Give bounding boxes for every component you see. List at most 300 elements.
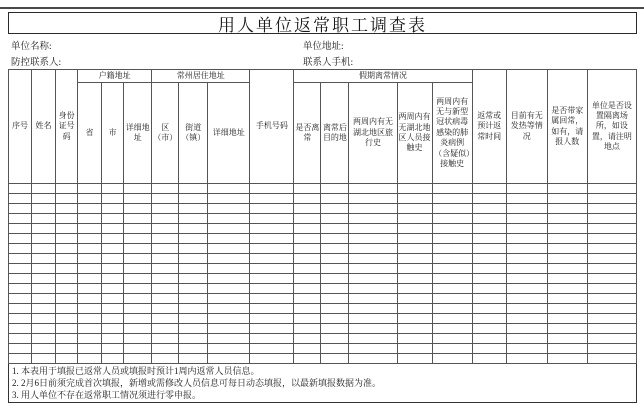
- empty-cell: [397, 224, 432, 234]
- empty-cell: [432, 224, 472, 234]
- empty-cell: [547, 354, 587, 364]
- empty-cell: [32, 194, 56, 204]
- empty-cell: [102, 334, 124, 344]
- empty-cell: [294, 234, 321, 244]
- empty-cell: [56, 354, 78, 364]
- empty-cell: [321, 194, 349, 204]
- empty-cell: [56, 204, 78, 214]
- empty-cell: [547, 274, 587, 284]
- empty-cell: [56, 254, 78, 264]
- empty-cell: [294, 204, 321, 214]
- contact-label: 防控联系人:: [11, 58, 62, 68]
- empty-cell: [9, 234, 32, 244]
- empty-cell: [124, 264, 152, 274]
- empty-cell: [587, 204, 636, 214]
- empty-cell: [124, 204, 152, 214]
- empty-cell: [124, 324, 152, 334]
- unit-name-label: 单位名称:: [11, 42, 52, 52]
- empty-cell: [506, 294, 547, 304]
- col-header-street: 街道（镇）: [179, 83, 208, 184]
- empty-cell: [321, 284, 349, 294]
- col-header-residence-detail: 详细地址: [208, 83, 250, 184]
- empty-cell: [152, 334, 179, 344]
- empty-cell: [9, 354, 32, 364]
- table-row: [9, 214, 637, 224]
- empty-cell: [78, 244, 102, 254]
- empty-cell: [397, 244, 432, 254]
- empty-cell: [124, 344, 152, 354]
- empty-cell: [506, 194, 547, 204]
- empty-cell: [587, 354, 636, 364]
- empty-cell: [208, 184, 250, 194]
- empty-cell: [9, 294, 32, 304]
- empty-cell: [124, 314, 152, 324]
- table-row: [9, 314, 637, 324]
- empty-cell: [208, 234, 250, 244]
- empty-cell: [78, 344, 102, 354]
- col-header-household-detail: 详细地址: [124, 83, 152, 184]
- empty-cell: [9, 254, 32, 264]
- empty-cell: [547, 264, 587, 274]
- empty-cell: [78, 294, 102, 304]
- empty-cell: [472, 214, 506, 224]
- empty-cell: [78, 254, 102, 264]
- empty-cell: [102, 304, 124, 314]
- empty-cell: [250, 334, 294, 344]
- col-header-name: 姓名: [32, 70, 56, 184]
- empty-cell: [78, 314, 102, 324]
- empty-cell: [547, 284, 587, 294]
- group-header-changzhou-address: 常州居住地址: [152, 70, 250, 83]
- table-row: [9, 234, 637, 244]
- empty-cell: [56, 274, 78, 284]
- empty-cell: [587, 254, 636, 264]
- empty-cell: [250, 254, 294, 264]
- empty-cell: [472, 254, 506, 264]
- empty-cell: [506, 334, 547, 344]
- empty-cell: [102, 274, 124, 284]
- empty-cell: [506, 354, 547, 364]
- empty-cell: [152, 264, 179, 274]
- empty-cell: [349, 304, 397, 314]
- empty-cell: [152, 204, 179, 214]
- empty-cell: [397, 334, 432, 344]
- empty-cell: [547, 334, 587, 344]
- header-group-row: [9, 70, 637, 83]
- empty-cell: [506, 234, 547, 244]
- empty-cell: [152, 304, 179, 314]
- form-sheet: [8, 12, 637, 403]
- empty-cell: [102, 344, 124, 354]
- empty-cell: [208, 224, 250, 234]
- empty-cell: [472, 194, 506, 204]
- col-header-city: 市: [102, 83, 124, 184]
- table-row: [9, 194, 637, 204]
- empty-cell: [472, 284, 506, 294]
- empty-cell: [32, 274, 56, 284]
- info-block: [8, 34, 637, 69]
- empty-cell: [124, 294, 152, 304]
- empty-cell: [250, 354, 294, 364]
- empty-cell: [32, 314, 56, 324]
- empty-cell: [294, 344, 321, 354]
- empty-cell: [250, 304, 294, 314]
- empty-cell: [294, 214, 321, 224]
- empty-cell: [432, 244, 472, 254]
- empty-cell: [397, 284, 432, 294]
- empty-cell: [208, 244, 250, 254]
- empty-cell: [432, 264, 472, 274]
- empty-cell: [506, 244, 547, 254]
- empty-cell: [250, 344, 294, 354]
- empty-cell: [32, 254, 56, 264]
- empty-cell: [179, 204, 208, 214]
- empty-cell: [78, 224, 102, 234]
- empty-cell: [250, 284, 294, 294]
- empty-cell: [152, 214, 179, 224]
- col-header-hubei-travel: 两周内有无湖北地区旅行史: [349, 83, 397, 184]
- empty-cell: [321, 324, 349, 334]
- empty-cell: [208, 344, 250, 354]
- empty-cell: [397, 354, 432, 364]
- empty-cell: [397, 254, 432, 264]
- empty-cell: [56, 264, 78, 274]
- table-row: [9, 184, 637, 194]
- empty-cell: [124, 354, 152, 364]
- empty-cell: [102, 244, 124, 254]
- table-row: [9, 274, 637, 284]
- empty-cell: [506, 314, 547, 324]
- notes-cell: [9, 364, 637, 403]
- col-header-family: 是否带家属回常，如有，请报人数: [547, 70, 587, 184]
- empty-cell: [250, 194, 294, 204]
- empty-cell: [547, 324, 587, 334]
- empty-cell: [102, 354, 124, 364]
- empty-cell: [472, 344, 506, 354]
- empty-cell: [349, 234, 397, 244]
- table-row: [9, 344, 637, 354]
- empty-cell: [349, 344, 397, 354]
- empty-cell: [432, 214, 472, 224]
- empty-cell: [506, 274, 547, 284]
- empty-cell: [587, 294, 636, 304]
- empty-cell: [179, 224, 208, 234]
- empty-cell: [102, 194, 124, 204]
- empty-cell: [349, 324, 397, 334]
- table-row: [9, 354, 637, 364]
- contact-phone-label: 联系人手机:: [303, 58, 354, 68]
- empty-cell: [56, 224, 78, 234]
- empty-cell: [506, 214, 547, 224]
- empty-cell: [321, 204, 349, 214]
- empty-cell: [102, 184, 124, 194]
- empty-cell: [321, 344, 349, 354]
- table-row: [9, 334, 637, 344]
- table-row: [9, 204, 637, 214]
- empty-cell: [179, 274, 208, 284]
- empty-cell: [472, 264, 506, 274]
- empty-cell: [547, 254, 587, 264]
- empty-cell: [32, 334, 56, 344]
- empty-cell: [152, 314, 179, 324]
- empty-cell: [506, 204, 547, 214]
- empty-cell: [472, 304, 506, 314]
- empty-cell: [32, 244, 56, 254]
- empty-cell: [547, 304, 587, 314]
- empty-cell: [124, 224, 152, 234]
- empty-cell: [432, 234, 472, 244]
- empty-cell: [321, 354, 349, 364]
- empty-cell: [587, 344, 636, 354]
- empty-cell: [32, 234, 56, 244]
- empty-cell: [432, 294, 472, 304]
- empty-cell: [321, 184, 349, 194]
- empty-cell: [506, 264, 547, 274]
- empty-cell: [208, 314, 250, 324]
- empty-cell: [349, 334, 397, 344]
- empty-cell: [294, 264, 321, 274]
- empty-cell: [78, 304, 102, 314]
- empty-cell: [179, 214, 208, 224]
- empty-cell: [506, 184, 547, 194]
- empty-cell: [102, 314, 124, 324]
- empty-cell: [179, 234, 208, 244]
- form-title-box: [8, 12, 637, 34]
- empty-cell: [349, 314, 397, 324]
- empty-cell: [78, 214, 102, 224]
- empty-cell: [9, 284, 32, 294]
- empty-cell: [294, 244, 321, 254]
- empty-cell: [124, 244, 152, 254]
- empty-cell: [152, 274, 179, 284]
- empty-cell: [56, 304, 78, 314]
- info-row-1: [8, 37, 637, 53]
- table-row: [9, 254, 637, 264]
- empty-cell: [152, 244, 179, 254]
- empty-cell: [208, 204, 250, 214]
- empty-cell: [152, 234, 179, 244]
- empty-cell: [547, 194, 587, 204]
- note-3: 3. 用人单位不存在返常职工情况须进行零申报。: [12, 390, 202, 400]
- empty-cell: [432, 284, 472, 294]
- empty-cell: [250, 224, 294, 234]
- empty-cell: [472, 334, 506, 344]
- empty-cell: [250, 314, 294, 324]
- col-header-seq: 序号: [9, 70, 32, 184]
- empty-cell: [294, 354, 321, 364]
- empty-cell: [349, 214, 397, 224]
- empty-cell: [32, 344, 56, 354]
- empty-cell: [56, 294, 78, 304]
- empty-cell: [397, 204, 432, 214]
- empty-cell: [152, 324, 179, 334]
- empty-cell: [472, 354, 506, 364]
- empty-cell: [56, 214, 78, 224]
- empty-cell: [124, 334, 152, 344]
- col-header-phone: 手机号码: [250, 70, 294, 184]
- empty-cell: [547, 344, 587, 354]
- empty-cell: [124, 254, 152, 264]
- empty-cell: [397, 304, 432, 314]
- empty-cell: [78, 334, 102, 344]
- empty-cell: [587, 274, 636, 284]
- group-header-holiday-status: 假期离常情况: [294, 70, 472, 83]
- empty-cell: [124, 274, 152, 284]
- empty-cell: [9, 304, 32, 314]
- empty-cell: [9, 274, 32, 284]
- empty-cell: [432, 314, 472, 324]
- empty-cell: [506, 304, 547, 314]
- empty-cell: [9, 314, 32, 324]
- empty-cell: [349, 204, 397, 214]
- empty-cell: [349, 224, 397, 234]
- table-row: [9, 324, 637, 334]
- empty-cell: [397, 214, 432, 224]
- empty-cell: [349, 354, 397, 364]
- empty-cell: [250, 204, 294, 214]
- col-header-fever: 目前有无发热等情况: [506, 70, 547, 184]
- empty-cell: [587, 194, 636, 204]
- empty-cell: [9, 244, 32, 254]
- empty-cell: [9, 324, 32, 334]
- empty-cell: [547, 294, 587, 304]
- empty-cell: [102, 324, 124, 334]
- empty-cell: [321, 294, 349, 304]
- notes-row: [9, 364, 637, 403]
- empty-cell: [102, 284, 124, 294]
- empty-cell: [179, 254, 208, 264]
- empty-cell: [179, 354, 208, 364]
- table-row: [9, 304, 637, 314]
- empty-cell: [9, 264, 32, 274]
- empty-cell: [321, 264, 349, 274]
- empty-cell: [102, 204, 124, 214]
- empty-cell: [56, 244, 78, 254]
- empty-cell: [78, 354, 102, 364]
- empty-cell: [250, 264, 294, 274]
- empty-cell: [587, 334, 636, 344]
- empty-cell: [547, 224, 587, 234]
- empty-cell: [321, 304, 349, 314]
- empty-cell: [32, 354, 56, 364]
- empty-cell: [321, 334, 349, 344]
- empty-cell: [152, 354, 179, 364]
- empty-cell: [179, 324, 208, 334]
- empty-cell: [102, 294, 124, 304]
- empty-cell: [78, 274, 102, 284]
- group-header-household-address: 户籍地址: [78, 70, 152, 83]
- empty-cell: [102, 224, 124, 234]
- empty-cell: [32, 284, 56, 294]
- empty-cell: [102, 234, 124, 244]
- empty-cell: [152, 224, 179, 234]
- unit-address-label: 单位地址:: [303, 42, 344, 52]
- empty-cell: [321, 314, 349, 324]
- empty-cell: [32, 224, 56, 234]
- empty-cell: [152, 294, 179, 304]
- empty-cell: [250, 214, 294, 224]
- empty-cell: [294, 304, 321, 314]
- empty-cell: [152, 284, 179, 294]
- empty-cell: [124, 284, 152, 294]
- col-header-left-changzhou: 是否离常: [294, 83, 321, 184]
- empty-cell: [294, 324, 321, 334]
- empty-cell: [349, 264, 397, 274]
- empty-cell: [349, 294, 397, 304]
- empty-cell: [9, 214, 32, 224]
- col-header-hubei-contact: 两周内有无湖北地区人员接触史: [397, 83, 432, 184]
- empty-cell: [587, 264, 636, 274]
- empty-cell: [547, 204, 587, 214]
- empty-rows: [9, 184, 637, 364]
- empty-cell: [294, 284, 321, 294]
- empty-cell: [397, 344, 432, 354]
- empty-cell: [56, 344, 78, 354]
- empty-cell: [294, 224, 321, 234]
- empty-cell: [587, 304, 636, 314]
- empty-cell: [208, 274, 250, 284]
- empty-cell: [152, 184, 179, 194]
- empty-cell: [179, 304, 208, 314]
- empty-cell: [294, 254, 321, 264]
- empty-cell: [32, 214, 56, 224]
- empty-cell: [397, 314, 432, 324]
- empty-cell: [294, 194, 321, 204]
- empty-cell: [250, 274, 294, 284]
- table-row: [9, 284, 637, 294]
- empty-cell: [78, 234, 102, 244]
- empty-cell: [78, 204, 102, 214]
- empty-cell: [179, 264, 208, 274]
- empty-cell: [250, 244, 294, 254]
- empty-cell: [587, 184, 636, 194]
- empty-cell: [432, 184, 472, 194]
- empty-cell: [250, 294, 294, 304]
- empty-cell: [506, 224, 547, 234]
- empty-cell: [32, 324, 56, 334]
- empty-cell: [250, 324, 294, 334]
- empty-cell: [472, 314, 506, 324]
- empty-cell: [56, 334, 78, 344]
- empty-cell: [250, 184, 294, 194]
- empty-cell: [78, 184, 102, 194]
- empty-cell: [78, 194, 102, 204]
- empty-cell: [397, 324, 432, 334]
- col-header-return-time: 返常或预计返常时间: [472, 70, 506, 184]
- empty-cell: [472, 244, 506, 254]
- empty-cell: [78, 284, 102, 294]
- empty-cell: [397, 194, 432, 204]
- empty-cell: [208, 254, 250, 264]
- empty-cell: [32, 304, 56, 314]
- empty-cell: [9, 344, 32, 354]
- empty-cell: [102, 214, 124, 224]
- empty-cell: [432, 194, 472, 204]
- empty-cell: [78, 324, 102, 334]
- empty-cell: [432, 254, 472, 264]
- empty-cell: [78, 264, 102, 274]
- empty-cell: [294, 184, 321, 194]
- empty-cell: [250, 234, 294, 244]
- empty-cell: [56, 234, 78, 244]
- empty-cell: [9, 204, 32, 214]
- empty-cell: [321, 224, 349, 234]
- empty-cell: [472, 184, 506, 194]
- empty-cell: [208, 264, 250, 274]
- empty-cell: [124, 184, 152, 194]
- col-header-district: 区（市）: [152, 83, 179, 184]
- empty-cell: [587, 234, 636, 244]
